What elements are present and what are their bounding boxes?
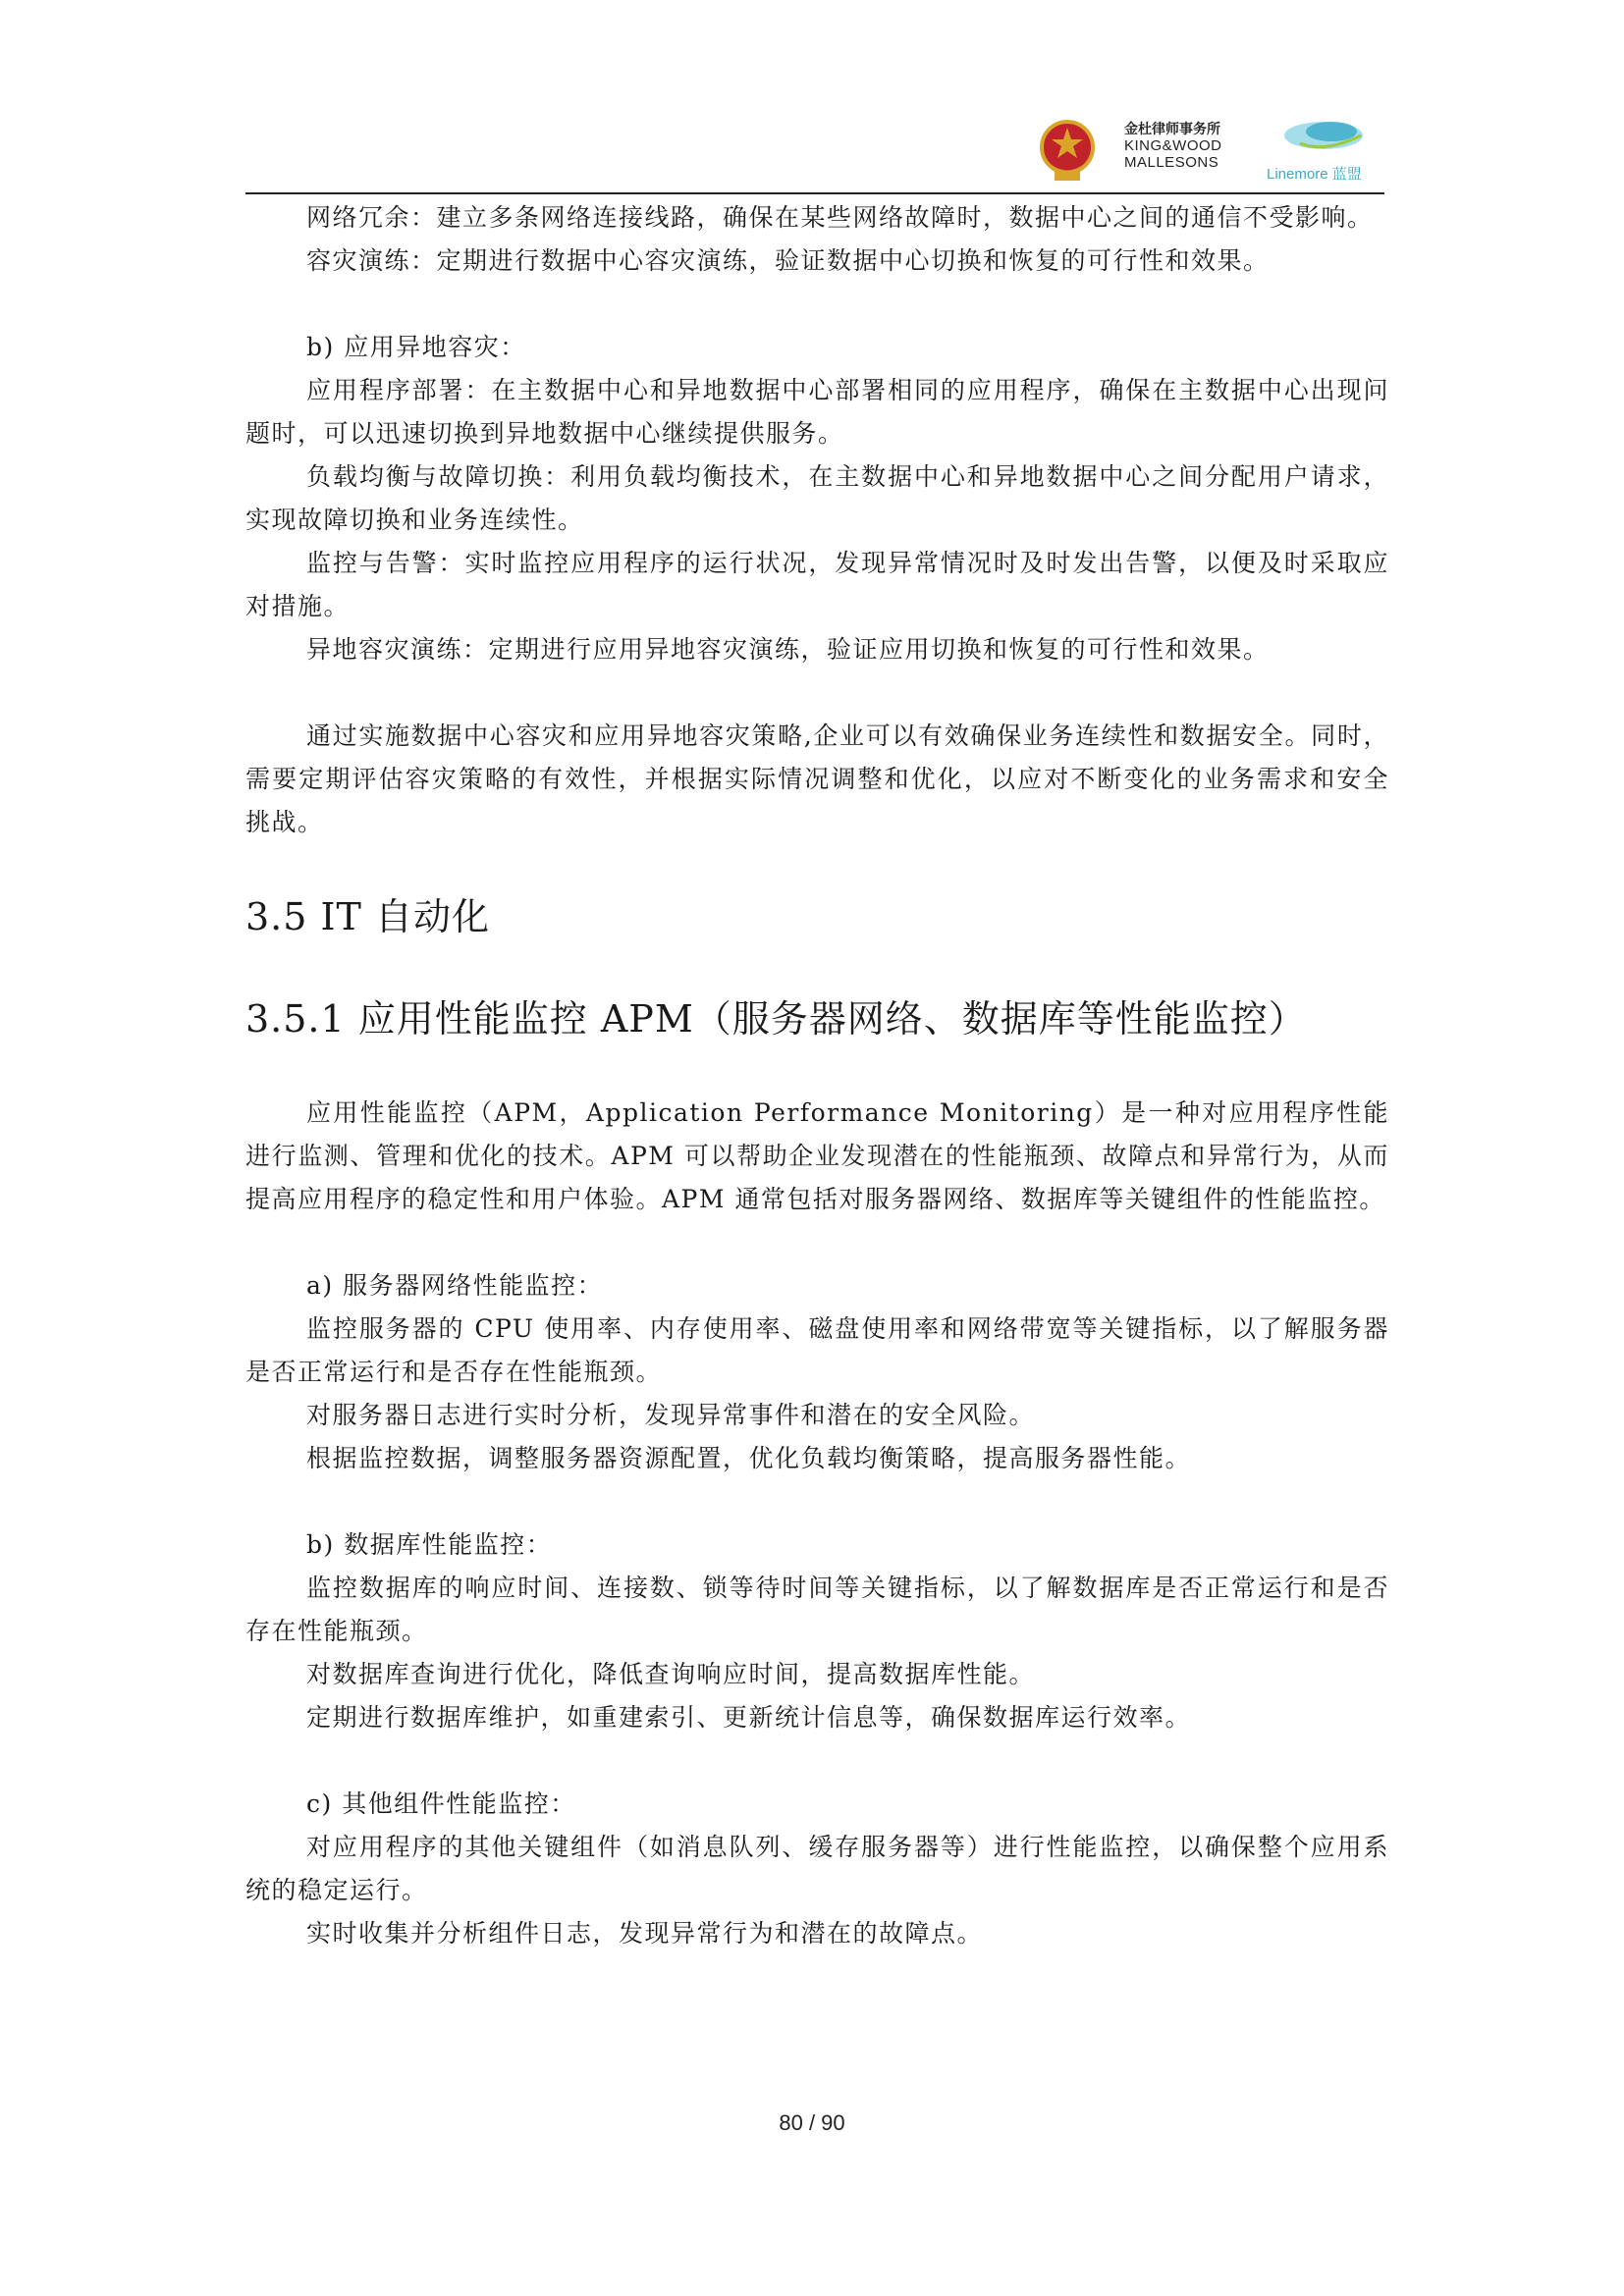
paragraph-network-redundancy: 网络冗余：建立多条网络连接线路，确保在某些网络故障时，数据中心之间的通信不受影响。 [306, 203, 1374, 232]
paragraph-summary: 通过实施数据中心容灾和应用异地容灾策略,企业可以有效确保业务连续性和数据安全。同时，需要定期评估容灾策略的有效性，并根据实际情况调整和优化，以应对不断变化的业务需求和安全挑战。 [245, 721, 1389, 836]
kwm-logo [1124, 120, 1262, 188]
section-heading-3-5-1: 3.5.1 应用性能监控 APM（服务器网络、数据库等性能监控） [245, 997, 1307, 1041]
linemore-text: Linemore 蓝盟 [1267, 166, 1362, 183]
kwm-en-name-line2: MALLESONS [1124, 154, 1219, 171]
spacer [245, 946, 1389, 989]
paragraph-db-query: 对数据库查询进行优化，降低查询响应时间，提高数据库性能。 [306, 1660, 1036, 1688]
paragraph-load-balancing: 负载均衡与故障切换：利用负载均衡技术，在主数据中心和异地数据中心之间分配用户请求，实现故障切换和业务连续性。 [245, 462, 1389, 534]
paragraph-db-metrics: 监控数据库的响应时间、连接数、锁等待时间等关键指标，以了解数据库是否正常运行和是否存在性能瓶颈。 [245, 1574, 1389, 1645]
paragraph-component-monitor: 对应用程序的其他关键组件（如消息队列、缓存服务器等）进行性能监控，以确保整个应用系统的稳定运行。 [245, 1833, 1389, 1904]
spacer [245, 1739, 1389, 1783]
page-number: 80 / 90 [779, 2110, 845, 2135]
spacer [245, 1480, 1389, 1523]
header-divider [245, 192, 1384, 194]
page-content [245, 196, 1389, 1955]
page-header [245, 108, 1384, 196]
list-heading-a: a) 服务器网络性能监控： [306, 1271, 604, 1300]
spacer [245, 844, 1389, 887]
list-heading-b: b) 应用异地容灾： [306, 333, 526, 361]
paragraph-db-maintenance: 定期进行数据库维护，如重建索引、更新统计信息等，确保数据库运行效率。 [306, 1703, 1192, 1732]
spacer [245, 1221, 1389, 1264]
paragraph-component-logs: 实时收集并分析组件日志，发现异常行为和潜在的故障点。 [306, 1919, 984, 1948]
linemore-mark-icon [1267, 114, 1384, 163]
national-emblem-logo [1039, 116, 1096, 185]
spacer [245, 1048, 1389, 1092]
list-heading-b2: b) 数据库性能监控： [306, 1530, 553, 1559]
paragraph-apm-intro: 应用性能监控（APM，Application Performance Monitoring）是一种对应用程序性能进行监测、管理和优化的技术。APM 可以帮助企业发现潜在的性能瓶颈、故障点和异常行为，从而提高应用程序的稳定性和用户体验。APM 通常包括对服务器网络、数据库等关键组件的性能监控。 [245, 1098, 1389, 1213]
spacer [245, 671, 1389, 715]
paragraph-dr-drill: 容灾演练：定期进行数据中心容灾演练，验证数据中心切换和恢复的可行性和效果。 [306, 246, 1270, 275]
paragraph-app-deploy: 应用程序部署：在主数据中心和异地数据中心部署相同的应用程序，确保在主数据中心出现问题时，可以迅速切换到异地数据中心继续提供服务。 [245, 376, 1389, 448]
paragraph-server-logs: 对服务器日志进行实时分析，发现异常事件和潜在的安全风险。 [306, 1401, 1036, 1429]
list-heading-c: c) 其他组件性能监控： [306, 1789, 576, 1818]
section-heading-3-5: 3.5 IT 自动化 [245, 895, 490, 938]
kwm-cn-name: 金杜律师事务所 [1124, 121, 1220, 136]
paragraph-monitor-alert: 监控与告警：实时监控应用程序的运行状况，发现异常情况时及时发出告警，以便及时采取应对措施。 [245, 549, 1389, 620]
kwm-en-name-line1: KING&WOOD [1124, 137, 1222, 154]
paragraph-server-tuning: 根据监控数据，调整服务器资源配置，优化负载均衡策略，提高服务器性能。 [306, 1444, 1192, 1472]
linemore-logo [1267, 114, 1384, 187]
paragraph-server-metrics: 监控服务器的 CPU 使用率、内存使用率、磁盘使用率和网络带宽等关键指标，以了解服务器是否正常运行和是否存在性能瓶颈。 [245, 1314, 1389, 1386]
spacer [245, 283, 1389, 326]
paragraph-remote-drill: 异地容灾演练：定期进行应用异地容灾演练，验证应用切换和恢复的可行性和效果。 [306, 635, 1270, 664]
